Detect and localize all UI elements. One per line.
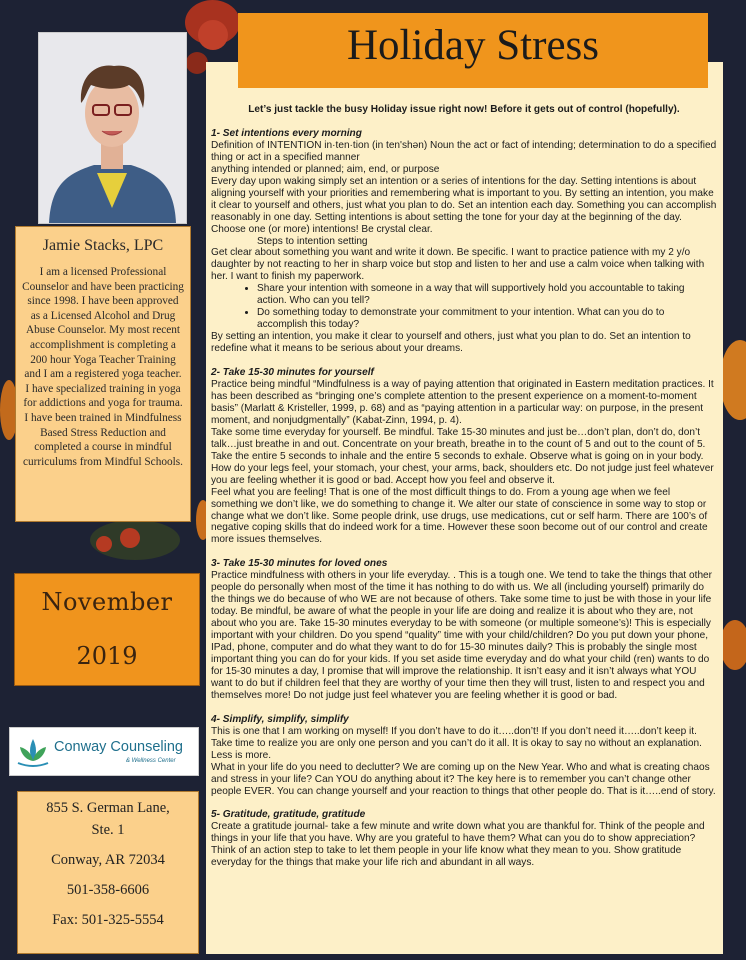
bio-text: I am a licensed Professional Counselor and have been practicing since 1998. I have been approved as a Licensed Alcohol and Drug Abuse Counselor. My most recent accomplishment is completing a 200 hour Yoga Teacher Training and I am a registered yoga teacher. I have specialized training in yoga for addictions and yoga for trauma. I have been trained in Mindfulness Based Stress Reduction and completed a course in mindful curriculums from Mindful Schools. <box>22 266 184 468</box>
section-1-definition: Definition of INTENTION in·ten·tion (in ten'shən) Noun the act or fact of intending; determination to do a specified thing or act in a specified manner <box>211 139 717 163</box>
section-4-paragraph: What in your life do you need to declutter? We are coming up on the New Year. Who and what is creating chaos and stress in your life? Can YOU do anything about it? The key here is to remember you can’t change other people EVER. You can change yourself and your reaction to things that other people do. That is it…..end of story. <box>211 761 716 797</box>
section-1-steps-label: Steps to intention setting <box>257 235 368 247</box>
section-4-heading: 4- Simplify, simplify, simplify <box>211 713 349 725</box>
logo-subtitle: & Wellness Center <box>126 758 176 764</box>
section-2-paragraph: Feel what you are feeling! That is one of the most difficult things to do. From a young age when we feel something we don’t like, we do something to change it. We alter our state of conscience in some way to stop or change what we don’t like. Some people drink, use drugs, use medications, cut or self harm. There are 100’s of negative coping skills that do indeed work for a time. However these soon become out of our control and create more issues themselves. <box>211 486 708 546</box>
bio-name: Jamie Stacks, LPC <box>42 237 164 254</box>
section-1-bullets <box>211 283 717 331</box>
section-5-paragraph: Create a gratitude journal- take a few minute and write down what you are thankful for. Think of the people and things in your life that you have. Why are you grateful to have them? What can you do to show appreciation? Think of an action step to take to let them people in your life know what they mean to you. Show gratitude everyday for the things that make your life rich and abundant in all ways. <box>211 821 705 869</box>
author-photo <box>38 32 187 224</box>
address-street: 855 S. German Lane, <box>46 800 170 816</box>
section-3-paragraph: Practice mindfulness with others in your life everyday. . This is a tough one. We tend to take the things that other people do personally when most of the time it has nothing to do with us. We all (including yourself) primarily do the things we do because of who WE are not because of others. Take some time to just be with those in your life today. Be mindful, be aware of what the people in your life are doing and realize it is about who they are, not about who you are. Take 15-30 minutes everyday to be with someone (or multiple someone’s)! This is especially important with your children. Do you spend “quality” time with your child/children? Do you put down your phone, IPad, phone, computer and do what they want to do for 15-30 minutes daily? This is probably the single most important thing you can do for your kids. If you set aside time everyday and do what your child (ren) wants to do for 15-30 minutes a day, I promise that will improve the relationship. It isn’t easy and it isn’t always what YOU want to do but if children feel that they are worthy of your time then they will trust, listen to and respect you and themselves more! Do not judge just feel whatever you are feeling whether it is good or bad. <box>211 570 713 701</box>
address-suite: Ste. 1 <box>91 822 125 838</box>
section-1-definition-2: anything intended or planned; aim, end, or purpose <box>211 163 440 175</box>
date-panel <box>14 573 200 686</box>
section-1-body: Every day upon waking simply set an intention or a series of intentions for the day. Setting intentions is about aligning yourself with your priorities and remembering what is important to you. By setting an intention, you make it clear to yourself and others, just what you plan to do. Set an intention each day. Something you can accomplish reasonably in one day. Setting intentions is about setting the tone for your day at the beginning of the day. Choose one (or more) intentions! Be crystal clear. <box>211 175 717 235</box>
portrait-image <box>39 33 186 223</box>
bullet-item: • Share your intention with someone in a way that will supportively hold you accountable to taking action. Who can you tell? <box>257 283 717 307</box>
page-title: Holiday Stress <box>346 22 600 69</box>
section-1-heading: 1- Set intentions every morning <box>211 127 362 139</box>
phone-number: 501-358-6606 <box>66 882 150 898</box>
section-3-heading: 3- Take 15-30 minutes for loved ones <box>211 558 388 570</box>
logo-name: Conway Counseling <box>54 739 183 755</box>
contact-panel <box>17 791 199 954</box>
intro-text: Let’s just tackle the busy Holiday issue right now! Before it gets out of control (hopefully). <box>248 104 680 115</box>
section-2-heading: 2- Take 15-30 minutes for yourself <box>211 367 374 379</box>
section-5-heading: 5- Gratitude, gratitude, gratitude <box>211 809 366 821</box>
section-1-closing: By setting an intention, you make it clear to yourself and others, just what you plan to do. Set an intention to redefine what it means to be serious about your dreams. <box>211 331 691 355</box>
month-label: November <box>41 588 173 616</box>
bio-panel <box>15 226 191 522</box>
section-4-paragraph: This is one that I am working on myself! If you don’t have to do it…..don’t! If you don’t need it…..don’t keep it. Take time to realize you are only one person and you can’t do it all. It is okay to say no without an explanation. Less is more. <box>211 725 702 761</box>
section-1-steps-body: Get clear about something you want and write it down. Be specific. I want to practice patience with my 2 y/o daughter by not reacting to her in sharp voice but stop and listen to her and use a calm voice when talking with her. I want to finish my paperwork. <box>211 247 705 283</box>
article-body <box>211 104 717 869</box>
section-2-paragraph: Practice being mindful “Mindfulness is a way of paying attention that originated in Eastern meditation practices. It has been described as “bringing one’s complete attention to the present experience on a moment-to-moment basis” (Marlatt & Kristeller, 1999, p. 68) and as “paying attention in a particular way: on purpose, in the present moment, and nonjudgmentally” (Kabat-Zinn, 1994, p. 4). <box>211 379 714 426</box>
fax-number: Fax: 501-325-5554 <box>52 912 164 928</box>
lotus-icon <box>16 735 50 769</box>
company-logo <box>9 727 199 776</box>
address-city: Conway, AR 72034 <box>51 852 165 868</box>
title-banner <box>238 13 708 88</box>
bullet-item: • Do something today to demonstrate your commitment to your intention. What can you do to accomplish this today? <box>257 307 717 331</box>
section-2-paragraph: Take some time everyday for yourself. Be mindful. Take 15-30 minutes and just be…don’t plan, don’t do, don’t talk…just breathe in and out. Concentrate on your breath, breathe in to the count of 5 and out to the count of 5. Take the entire 5 seconds to inhale and the entire 5 seconds to exhale. Observe what is going on in your body. How do your legs feel, your stomach, your chest, your arms, back, shoulders etc. Do not judge just feel whatever you are feeling whether it is good or bad. Accept how you feel and observe it. <box>211 426 714 486</box>
year-label: 2019 <box>76 642 138 670</box>
